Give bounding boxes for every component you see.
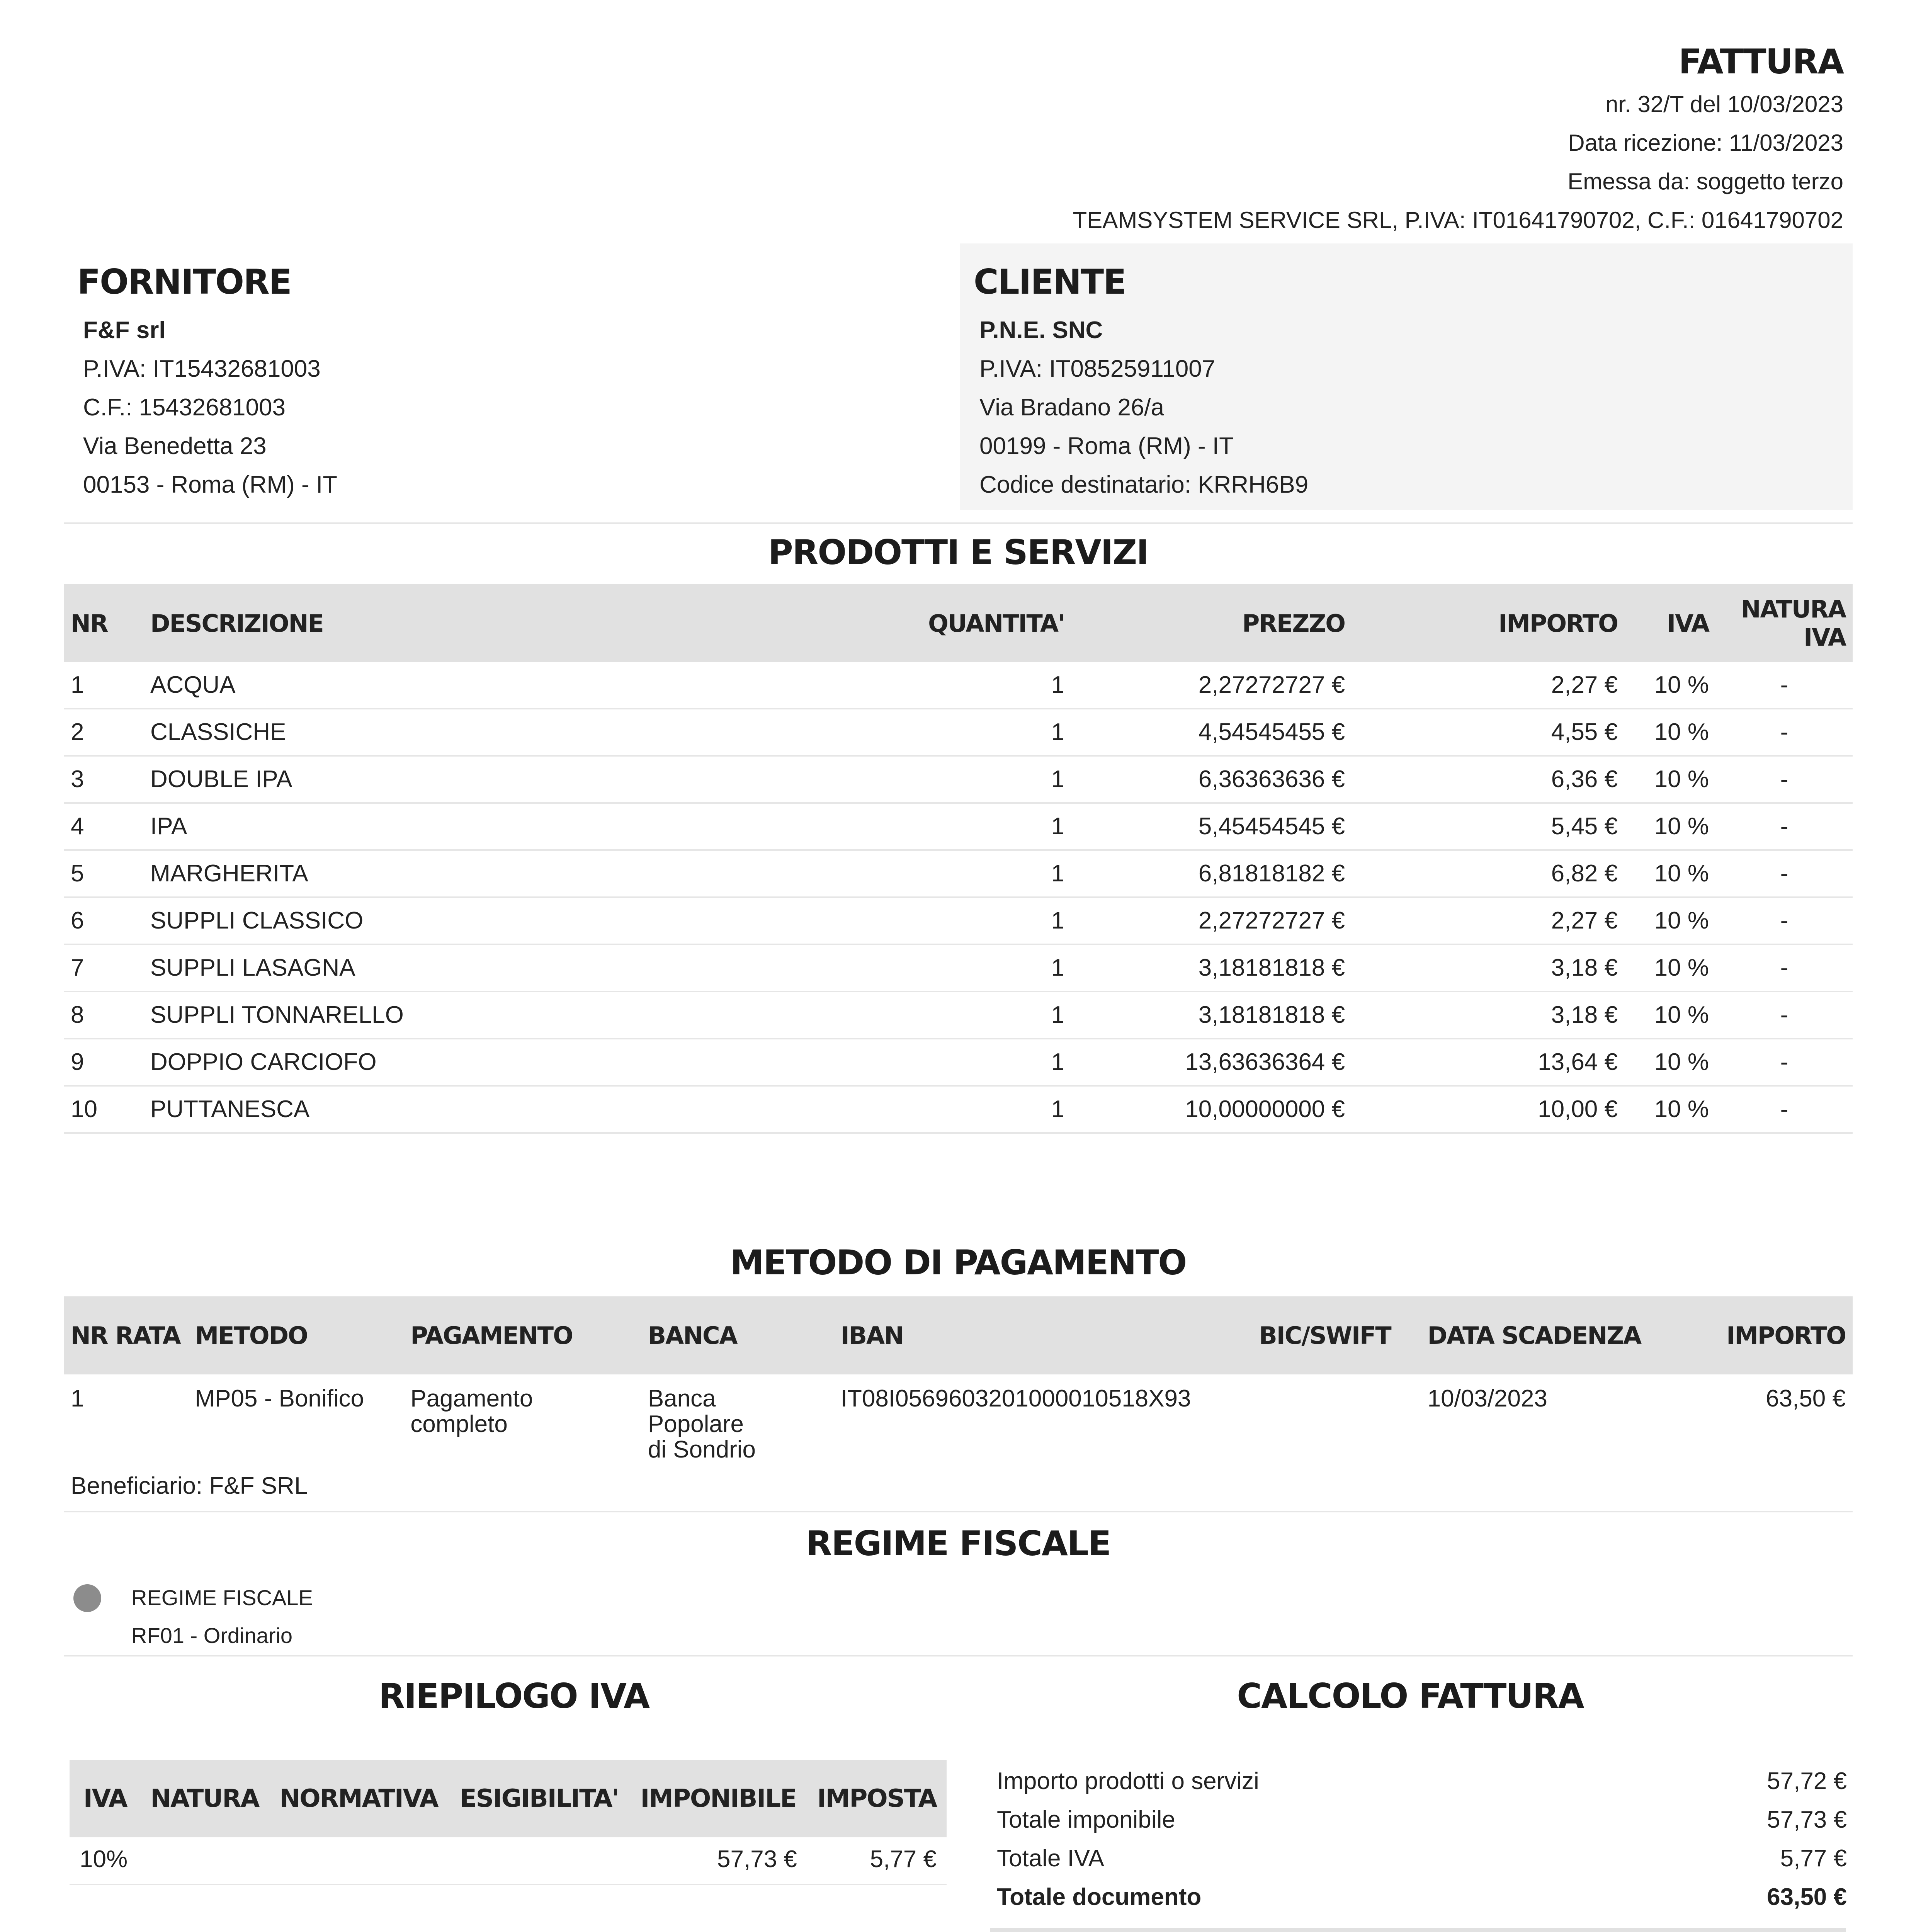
product-row <box>64 709 1853 756</box>
col-iva: IVA <box>70 1760 141 1837</box>
product-price: 5,45454545 € <box>1071 803 1352 850</box>
product-description: DOPPIO CARCIOFO <box>143 1039 891 1086</box>
product-quantity: 1 <box>891 709 1071 756</box>
product-price: 3,18181818 € <box>1071 992 1352 1039</box>
vat-summary-title: RIEPILOGO IVA <box>378 1676 649 1716</box>
product-vat-nature: - <box>1716 1086 1853 1133</box>
product-description: PUTTANESCA <box>143 1086 891 1133</box>
col-data-scadenza: DATA SCADENZA <box>1421 1296 1719 1374</box>
divider <box>64 522 1853 524</box>
divider <box>64 1511 1853 1512</box>
col-normativa: NORMATIVA <box>269 1760 449 1837</box>
product-vat: 10 % <box>1625 1039 1716 1086</box>
product-row <box>64 756 1853 803</box>
product-amount: 6,82 € <box>1352 850 1625 897</box>
payment-metodo: MP05 - Bonifico <box>195 1385 364 1412</box>
calc-row-vat <box>997 1839 1847 1878</box>
col-importo: IMPORTO <box>1352 584 1625 662</box>
product-row <box>64 1086 1853 1133</box>
bullet-dot-icon <box>73 1584 101 1612</box>
payment-title: METODO DI PAGAMENTO <box>730 1243 1187 1282</box>
col-importo: IMPORTO <box>1719 1296 1853 1374</box>
product-vat: 10 % <box>1625 756 1716 803</box>
col-bic: BIC/SWIFT <box>1252 1296 1420 1374</box>
customer-city: 00199 - Roma (RM) - IT <box>979 433 1234 459</box>
calc-label: Totale documento <box>997 1884 1202 1910</box>
product-quantity: 1 <box>891 662 1071 709</box>
product-price: 4,54545455 € <box>1071 709 1352 756</box>
supplier-tax-code: C.F.: 15432681003 <box>83 394 286 421</box>
product-row <box>64 944 1853 992</box>
col-pagamento: PAGAMENTO <box>403 1296 641 1374</box>
col-natura: NATURA <box>141 1760 269 1837</box>
tax-regime-label: REGIME FISCALE <box>131 1585 313 1610</box>
tax-regime-value: RF01 - Ordinario <box>131 1623 293 1648</box>
col-natura-iva: NATURA IVA <box>1716 584 1853 662</box>
product-amount: 5,45 € <box>1352 803 1625 850</box>
product-description: ACQUA <box>143 662 891 709</box>
products-header-row <box>64 584 1853 662</box>
product-vat: 10 % <box>1625 944 1716 992</box>
product-quantity: 1 <box>891 756 1071 803</box>
payment-due-date: 10/03/2023 <box>1427 1385 1547 1412</box>
calc-row-products <box>997 1762 1847 1801</box>
product-vat-nature: - <box>1716 897 1853 944</box>
product-price: 13,63636364 € <box>1071 1039 1352 1086</box>
product-vat: 10 % <box>1625 662 1716 709</box>
calc-row-total <box>997 1878 1847 1917</box>
customer-address: Via Bradano 26/a <box>979 394 1165 421</box>
product-quantity: 1 <box>891 992 1071 1039</box>
col-imposta: IMPOSTA <box>807 1760 947 1837</box>
invoice-calc <box>997 1762 1847 1917</box>
vat-summary-row <box>70 1837 947 1884</box>
product-quantity: 1 <box>891 850 1071 897</box>
product-description: SUPPLI CLASSICO <box>143 897 891 944</box>
product-vat: 10 % <box>1625 709 1716 756</box>
product-quantity: 1 <box>891 1039 1071 1086</box>
product-vat: 10 % <box>1625 897 1716 944</box>
products-title: PRODOTTI E SERVIZI <box>768 532 1148 572</box>
col-nr: NR <box>64 584 143 662</box>
calc-value: 57,72 € <box>1767 1768 1847 1794</box>
product-amount: 10,00 € <box>1352 1086 1625 1133</box>
net-payable-box <box>990 1928 1846 1932</box>
product-nr: 6 <box>64 897 143 944</box>
vat-taxable: 57,73 € <box>629 1837 807 1884</box>
product-row <box>64 1039 1853 1086</box>
payment-amount: 63,50 € <box>1766 1385 1846 1412</box>
col-imponibile: IMPONIBILE <box>629 1760 807 1837</box>
product-row <box>64 662 1853 709</box>
product-amount: 4,55 € <box>1352 709 1625 756</box>
product-description: SUPPLI LASAGNA <box>143 944 891 992</box>
product-quantity: 1 <box>891 1086 1071 1133</box>
product-price: 2,27272727 € <box>1071 662 1352 709</box>
col-prezzo: PREZZO <box>1071 584 1352 662</box>
product-price: 3,18181818 € <box>1071 944 1352 992</box>
col-iban: IBAN <box>834 1296 1252 1374</box>
issued-by: Emessa da: soggetto terzo <box>1567 168 1843 194</box>
col-nr-rata: NR RATA <box>64 1296 188 1374</box>
product-amount: 13,64 € <box>1352 1039 1625 1086</box>
product-amount: 2,27 € <box>1352 897 1625 944</box>
product-vat-nature: - <box>1716 803 1853 850</box>
customer-vat: P.IVA: IT08525911007 <box>979 355 1216 382</box>
product-row <box>64 897 1853 944</box>
calc-row-taxable <box>997 1801 1847 1839</box>
payment-row <box>64 1374 1853 1463</box>
supplier-title: FORNITORE <box>77 262 291 302</box>
tax-regime-title: REGIME FISCALE <box>806 1524 1111 1563</box>
invoice-header <box>1073 39 1843 240</box>
product-vat-nature: - <box>1716 662 1853 709</box>
product-quantity: 1 <box>891 944 1071 992</box>
product-nr: 7 <box>64 944 143 992</box>
customer-title: CLIENTE <box>974 262 1126 302</box>
beneficiary: Beneficiario: F&F SRL <box>71 1473 308 1499</box>
supplier-name: F&F srl <box>83 317 166 344</box>
vat-esigibilita <box>449 1837 630 1884</box>
vat-summary-header-row <box>70 1760 947 1837</box>
customer-name: P.N.E. SNC <box>979 317 1103 344</box>
product-price: 10,00000000 € <box>1071 1086 1352 1133</box>
product-amount: 3,18 € <box>1352 992 1625 1039</box>
third-party-issuer: TEAMSYSTEM SERVICE SRL, P.IVA: IT01641790702, C.F.: 01641790702 <box>1073 207 1843 233</box>
product-vat: 10 % <box>1625 803 1716 850</box>
product-quantity: 1 <box>891 803 1071 850</box>
col-descrizione: DESCRIZIONE <box>143 584 891 662</box>
product-description: CLASSICHE <box>143 709 891 756</box>
received-date: Data ricezione: 11/03/2023 <box>1568 130 1843 156</box>
product-nr: 5 <box>64 850 143 897</box>
supplier-vat: P.IVA: IT15432681003 <box>83 355 321 382</box>
col-esigibilita: ESIGIBILITA' <box>449 1760 630 1837</box>
payment-table <box>64 1296 1853 1463</box>
product-description: IPA <box>143 803 891 850</box>
payment-bank <box>641 1374 834 1463</box>
calc-value: 63,50 € <box>1767 1884 1847 1910</box>
vat-natura <box>141 1837 269 1884</box>
calc-label: Totale imponibile <box>997 1806 1175 1833</box>
product-nr: 4 <box>64 803 143 850</box>
product-nr: 8 <box>64 992 143 1039</box>
supplier-block <box>64 243 929 510</box>
payment-bank-name: Banca Popolare di Sondrio <box>648 1385 756 1463</box>
product-vat-nature: - <box>1716 850 1853 897</box>
product-description: MARGHERITA <box>143 850 891 897</box>
calc-label: Totale IVA <box>997 1845 1105 1872</box>
supplier-city: 00153 - Roma (RM) - IT <box>83 471 338 498</box>
product-description: DOUBLE IPA <box>143 756 891 803</box>
invoice-title: FATTURA <box>1678 42 1843 82</box>
product-amount: 6,36 € <box>1352 756 1625 803</box>
col-iva: IVA <box>1625 584 1716 662</box>
product-nr: 10 <box>64 1086 143 1133</box>
product-description: SUPPLI TONNARELLO <box>143 992 891 1039</box>
payment-iban: IT08I0569603201000010518X93 <box>840 1385 1191 1412</box>
product-amount: 2,27 € <box>1352 662 1625 709</box>
product-vat-nature: - <box>1716 992 1853 1039</box>
product-row <box>64 992 1853 1039</box>
payment-type: Pagamento completo <box>410 1385 533 1437</box>
product-price: 6,36363636 € <box>1071 756 1352 803</box>
invoice-calc-title: CALCOLO FATTURA <box>1237 1676 1584 1716</box>
col-banca: BANCA <box>641 1296 834 1374</box>
vat-normativa <box>269 1837 449 1884</box>
vat-rate: 10% <box>70 1837 141 1884</box>
product-nr: 9 <box>64 1039 143 1086</box>
product-row <box>64 803 1853 850</box>
vat-tax: 5,77 € <box>807 1837 947 1884</box>
payment-bic <box>1252 1374 1420 1463</box>
customer-recipient-code: Codice destinatario: KRRH6B9 <box>979 471 1309 498</box>
divider <box>64 1655 1853 1656</box>
calc-value: 57,73 € <box>1767 1806 1847 1833</box>
product-nr: 1 <box>64 662 143 709</box>
products-table <box>64 584 1853 1134</box>
calc-label: Importo prodotti o servizi <box>997 1768 1259 1794</box>
product-nr: 3 <box>64 756 143 803</box>
payment-header-row <box>64 1296 1853 1374</box>
product-amount: 3,18 € <box>1352 944 1625 992</box>
product-price: 6,81818182 € <box>1071 850 1352 897</box>
product-vat-nature: - <box>1716 1039 1853 1086</box>
vat-summary-table <box>70 1760 947 1885</box>
product-vat: 10 % <box>1625 1086 1716 1133</box>
supplier-address: Via Benedetta 23 <box>83 433 267 459</box>
col-quantita: QUANTITA' <box>891 584 1071 662</box>
product-nr: 2 <box>64 709 143 756</box>
product-quantity: 1 <box>891 897 1071 944</box>
product-price: 2,27272727 € <box>1071 897 1352 944</box>
payment-nr-rata: 1 <box>71 1385 84 1412</box>
product-vat-nature: - <box>1716 756 1853 803</box>
invoice-number: nr. 32/T del 10/03/2023 <box>1605 91 1843 117</box>
product-vat: 10 % <box>1625 992 1716 1039</box>
col-metodo: METODO <box>188 1296 404 1374</box>
product-vat-nature: - <box>1716 709 1853 756</box>
product-row <box>64 850 1853 897</box>
product-vat-nature: - <box>1716 944 1853 992</box>
customer-block <box>960 243 1853 510</box>
calc-value: 5,77 € <box>1780 1845 1847 1872</box>
product-vat: 10 % <box>1625 850 1716 897</box>
